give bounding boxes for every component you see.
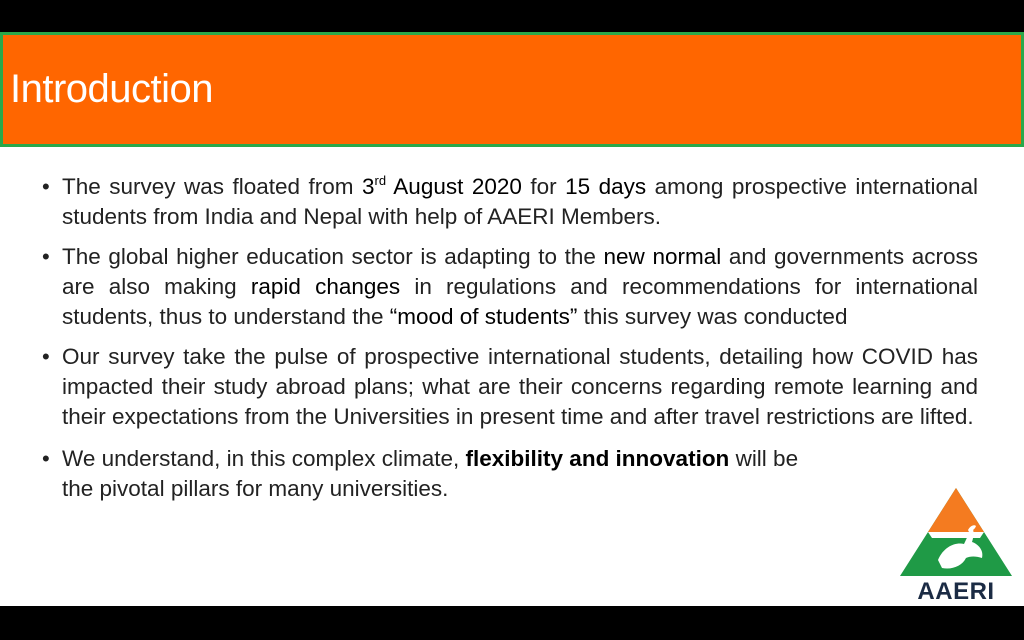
bullet-item-1 xyxy=(42,172,978,232)
logo-text: AAERI xyxy=(917,578,995,605)
bullet-2-highlight-new-normal: new normal xyxy=(603,244,722,269)
bullet-1-date-rest: August 2020 xyxy=(386,174,522,199)
slide xyxy=(0,32,1024,606)
bullet-2-text-d: this survey was conducted xyxy=(577,304,848,329)
bullet-3-text: Our survey take the pulse of prospective international students, detailing how COVID has impacted their study abroad plans; what are their concerns regarding remote learning and their expectations from the Universities in present time and after travel restrictions are lifted. xyxy=(62,344,978,429)
bullet-1-text-a: The survey was floated from xyxy=(62,174,362,199)
mountain-kangaroo-icon xyxy=(898,486,1014,578)
bullet-item-2 xyxy=(42,242,978,332)
aaeri-logo xyxy=(898,486,1014,604)
bullet-2-highlight-mood: “mood of students” xyxy=(389,304,578,329)
bullet-2-text-c: in regulations and recommendations for international students, thus to understand the xyxy=(62,274,978,329)
bullet-4-bold-text: flexibility and innovation xyxy=(465,446,730,471)
title-bar xyxy=(0,32,1024,147)
bullet-1-duration: 15 days xyxy=(565,174,647,199)
bullet-2-highlight-rapid-changes: rapid changes xyxy=(250,274,401,299)
bullet-4-text-b: will be the pivotal pillars for many universities. xyxy=(62,446,799,501)
bullet-2-text-a: The global higher education sector is adapting to the xyxy=(62,244,604,269)
bullet-1-text-c: among prospective international students from India and Nepal with help of AAERI Members. xyxy=(62,174,978,229)
bullet-dot: • xyxy=(42,446,50,471)
bullet-1-date-suffix: rd xyxy=(374,173,387,188)
slide-title: Introduction xyxy=(10,67,214,111)
bullet-item-4 xyxy=(42,444,807,504)
bullet-dot: • xyxy=(42,244,50,269)
bullet-item-3 xyxy=(42,342,978,432)
bullet-2-text-b: and governments across are also making xyxy=(62,244,978,299)
bullet-1-date-day: 3 xyxy=(361,174,375,199)
bullet-4-text-a: We understand, in this complex climate, xyxy=(62,446,466,471)
bullet-dot: • xyxy=(42,174,50,199)
bullet-list xyxy=(42,172,978,504)
bullet-1-text-b: for xyxy=(521,174,566,199)
bullet-dot: • xyxy=(42,344,50,369)
